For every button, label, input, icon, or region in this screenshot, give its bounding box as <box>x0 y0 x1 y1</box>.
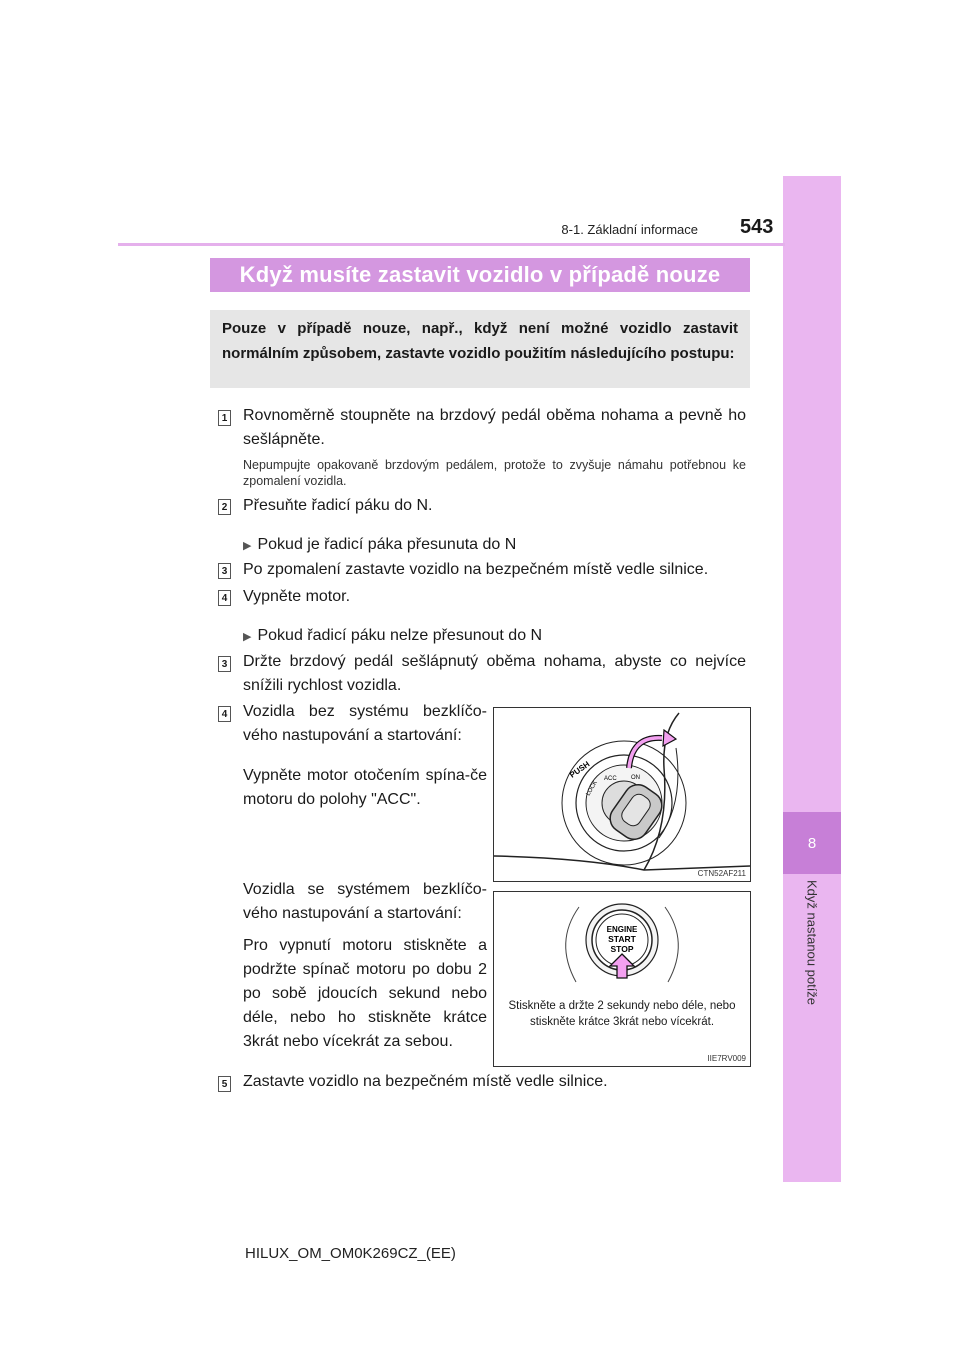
step-4b-para-4: Pro vypnutí motoru stiskněte a podržte spínač motoru po dobu 2 po sobě jdoucích sekund nebo déle, nebo ho stiskněte krátce 3krát nebo vícekrát za sebou. <box>243 937 487 1050</box>
step-1-note: Nepumpujte opakovaně brzdovým pedálem, protože to zvyšuje námahu potřebnou ke zpomalení vozidla. <box>243 458 746 488</box>
step-badge-4a: 4 <box>218 590 231 606</box>
step-4b-para-3: Vozidla se systémem bezklíčo-vého nastupování a startování: <box>243 881 487 922</box>
button-line-2: START <box>608 934 636 944</box>
step-4a-text: Vypněte motor. <box>243 588 351 605</box>
step-badge-5: 5 <box>218 1076 231 1092</box>
chapter-number: 8 <box>807 834 817 852</box>
step-1-text: Rovnoměrně stoupněte na brzdový pedál oběma nohama a pevně ho sešlápněte. <box>243 407 746 448</box>
engine-switch-illustration <box>494 892 750 1066</box>
chapter-title-vertical <box>783 880 841 1020</box>
page-title <box>210 258 750 292</box>
engine-switch-figure <box>493 891 751 1067</box>
triangle-right-icon: ▶ <box>243 540 252 552</box>
on-label: ON <box>631 775 640 781</box>
step-3a-text: Po zpomalení zastavte vozidlo na bezpečném místě vedle silnice. <box>243 561 709 578</box>
lock-label: LOCK <box>585 779 599 797</box>
triangle-right-icon: ▶ <box>243 631 252 643</box>
step-3b-text: Držte brzdový pedál sešlápnutý oběma nohama, abyste co nejvíce snížili rychlost vozidla. <box>243 653 746 694</box>
page-number: 543 <box>740 216 774 238</box>
document-code: HILUX_OM_OM0K269CZ_(EE) <box>245 1245 456 1262</box>
acc-label: ACC <box>604 776 617 782</box>
ignition-key-illustration <box>494 708 750 881</box>
figure-code: IIE7RV009 <box>707 1054 746 1063</box>
push-label: PUSH <box>567 759 592 780</box>
step-badge-1: 1 <box>218 410 231 426</box>
page-title-text: Když musíte zastavit vozidlo v případě nouze <box>239 262 721 287</box>
case-b-text: Pokud řadicí páku nelze přesunout do N <box>257 627 543 644</box>
figure-code: CTN52AF211 <box>697 869 746 878</box>
step-badge-3a: 3 <box>218 563 231 579</box>
figure-caption: Stiskněte a držte 2 sekundy nebo déle, nebo stiskněte krátce 3krát nebo vícekrát. <box>508 1000 736 1028</box>
case-a-text: Pokud je řadicí páka přesunuta do N <box>257 536 517 553</box>
step-badge-3b: 3 <box>218 656 231 672</box>
chapter-title: Když nastanou potíže <box>804 880 820 1006</box>
case-heading-a <box>243 533 516 558</box>
chapter-number-tab[interactable] <box>783 812 841 874</box>
button-line-1: ENGINE <box>606 925 638 934</box>
intro-box <box>210 310 750 388</box>
step-4b-para-2: Vypněte motor otočením spína-če motoru do polohy "ACC". <box>243 767 487 808</box>
chapter-side-tab <box>783 176 841 1182</box>
button-line-3: STOP <box>610 944 634 954</box>
step-2-text: Přesuňte řadicí páku do N. <box>243 497 433 514</box>
section-header: 8-1. Základní informace <box>561 222 698 237</box>
step-badge-2: 2 <box>218 499 231 515</box>
turn-arrow-icon <box>629 730 676 768</box>
step-4b-para-1: Vozidla bez systému bezklíčo-vého nastupování a startování: <box>243 703 487 744</box>
case-heading-b <box>243 624 542 649</box>
step-badge-4b: 4 <box>218 706 231 722</box>
intro-text: Pouze v případě nouze, např., když není možné vozidlo zastavit normálním způsobem, zastavte vozidlo použitím následujícího postupu: <box>222 320 738 362</box>
ignition-key-figure <box>493 707 751 882</box>
header-divider <box>118 243 785 246</box>
step-5-text: Zastavte vozidlo na bezpečném místě vedle silnice. <box>243 1073 608 1090</box>
